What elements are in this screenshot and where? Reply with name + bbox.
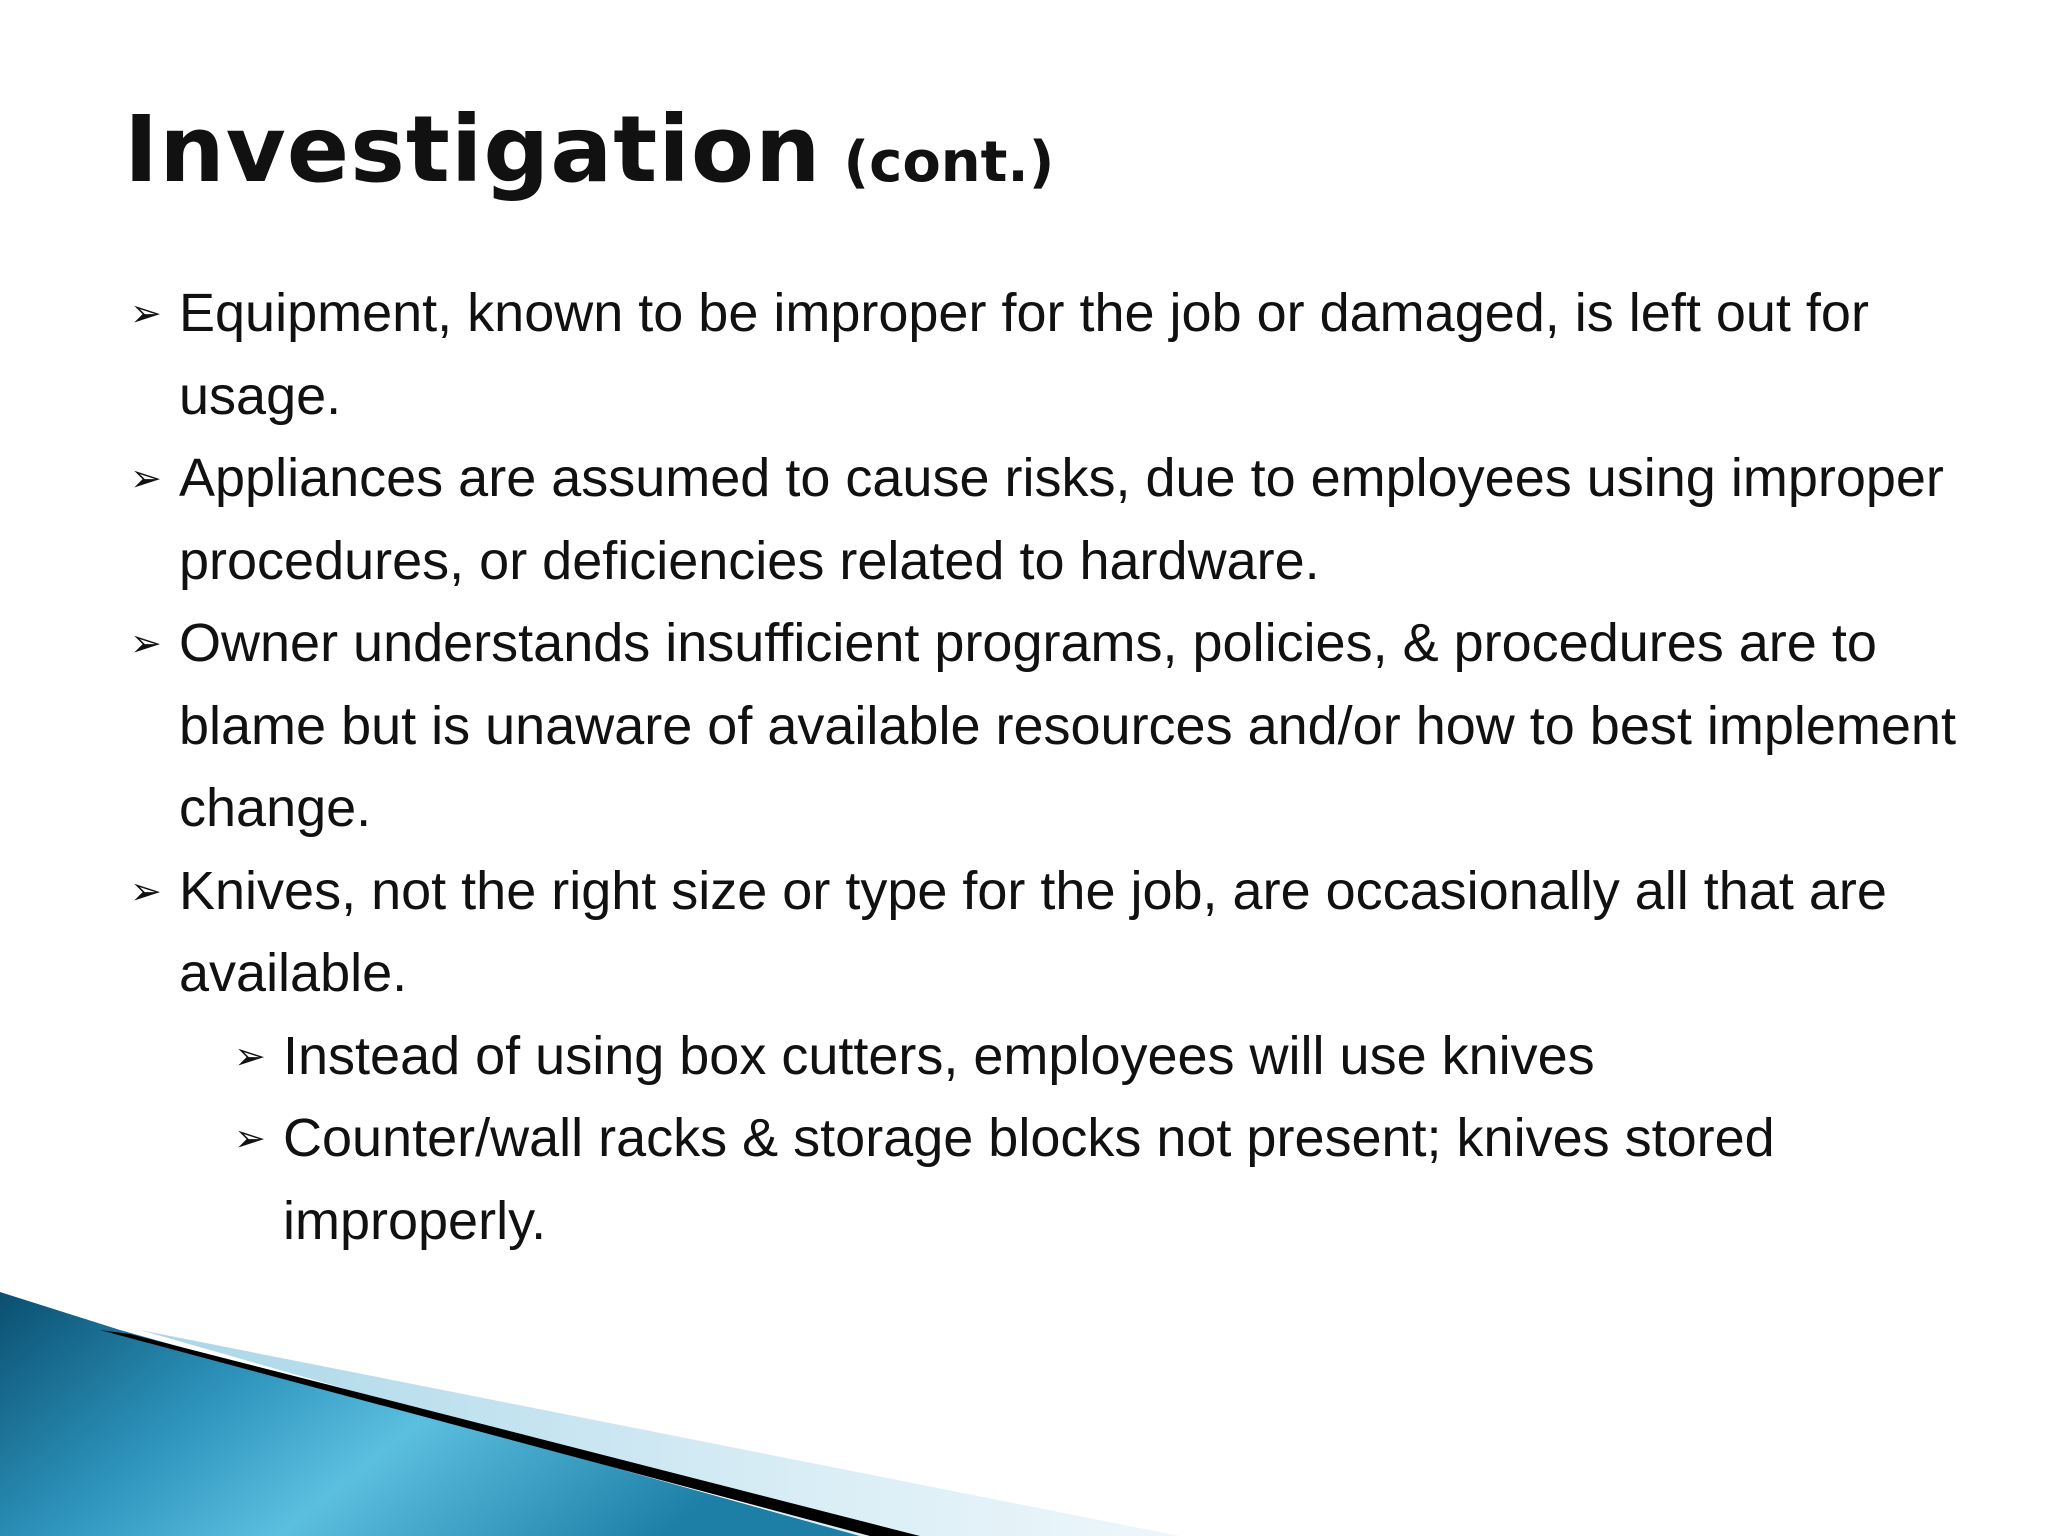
bullet-text: Counter/wall racks & storage blocks not present; knives stored improperly. xyxy=(283,1108,1775,1251)
bullet-text: Knives, not the right size or type for the job, are occasionally all that are available. xyxy=(179,860,1887,1003)
arrow-bullet-icon: ➢ xyxy=(130,868,162,913)
arrow-bullet-icon: ➢ xyxy=(130,456,162,500)
title-suffix: (cont.) xyxy=(843,130,1055,195)
arrow-bullet-icon: ➢ xyxy=(130,291,162,335)
bullet-text: Appliances are assumed to cause risks, due to employees using improper procedures, or deficiencies related to hardware. xyxy=(179,448,1944,591)
bullet-text: Equipment, known to be improper for the job or damaged, is left out for usage. xyxy=(179,283,1869,426)
arrow-bullet-icon: ➢ xyxy=(234,1116,266,1160)
title-main: Investigation xyxy=(124,96,822,203)
arrow-bullet-icon: ➢ xyxy=(130,621,162,665)
bullet-text: Owner understands insufficient programs, policies, & procedures are to blame but is unaware of available resources and/or how to best implement change. xyxy=(179,613,1956,838)
bullet-text: Instead of using box cutters, employees will use knives xyxy=(283,1025,1595,1086)
arrow-bullet-icon: ➢ xyxy=(234,1033,266,1078)
